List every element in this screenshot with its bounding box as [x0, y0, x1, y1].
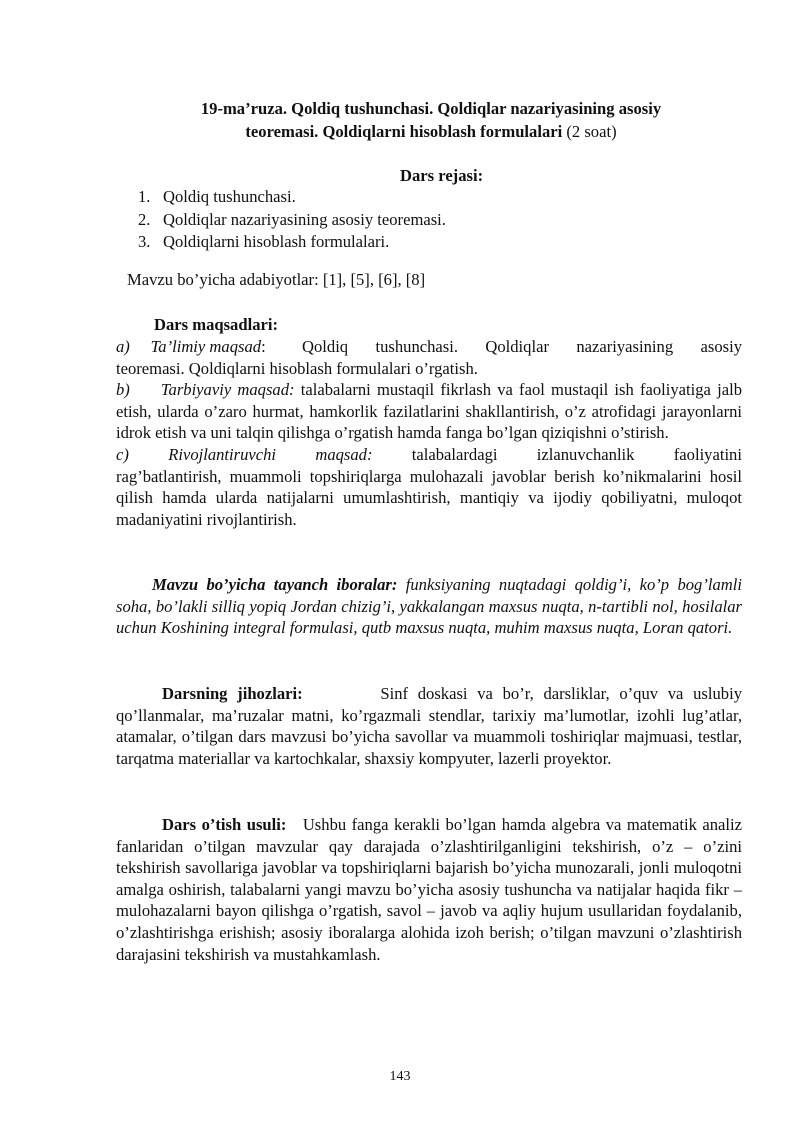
goal-b-name: Tarbiyaviy maqsad: — [160, 380, 295, 400]
keywords-paragraph — [116, 574, 742, 639]
keywords-text: funksiyaning nuqtadagi qoldig’i, ko’p bog’lamli soha, bo’lakli silliq yopiq Jordan chizig’i, yakkalangan maxsus nuqta, n-tartibli nol, hosilalar uchun Koshining integral formulasi, qutb maxsus nuqta, muhim maxsus nuqta, Loran qatori. — [116, 575, 742, 638]
equipment-label: Darsning jihozlari: — [162, 684, 303, 703]
plan-item-text: Qoldiqlar nazariyasining asosiy teoremasi. — [163, 209, 446, 229]
goal-a-text: Qoldiq tushunchasi. Qoldiqlar nazariyasining asosiy — [302, 337, 742, 357]
goals-section — [116, 314, 742, 530]
keywords-label: Mavzu bo’yicha tayanch iboralar: — [152, 575, 398, 594]
goal-a-label: a) — [116, 337, 130, 357]
plan-item-number: 3. — [138, 232, 151, 251]
goal-c-line-1 — [116, 444, 742, 466]
goal-c-word-1: talabalardagi — [411, 445, 498, 465]
title-line-2 — [118, 120, 744, 143]
goal-c-name-1: Rivojlantiruvchi — [168, 445, 277, 465]
method-text: Ushbu fanga kerakli bo’lgan hamda algebra va matematik analiz fanlaridan o’tilgan mavzular qay darajada o’zlashtirilganligini tekshirish, o’z – o’zini tekshirish savollariga javoblar va topshiriqlarni bajarish bo’yicha munozarali, jonli muloqotni amalga oshirish, talabalarni yangi mavzu bo’yicha asosiy tushuncha va natijalar haqida fikr – mulohazalarni bayon qilishga o’rgatish, savol – javob va aqliy hujum usullaridan foydalanib, o’zlashtirishga erishish; asosiy iboralarga alohida izoh berish; o’tilgan mavzuni o’zlashtirish darajasini tekshirish va mustahkamlash. — [116, 815, 742, 964]
title-line-1: 19-ma’ruza. Qoldiq tushunchasi. Qoldiqlar nazariyasining asosiy — [200, 99, 662, 118]
plan-item — [138, 231, 446, 254]
goal-a-name: Ta’limiy maqsad — [150, 337, 262, 357]
goal-a — [116, 336, 742, 379]
goal-c-label: c) — [116, 445, 129, 465]
goal-c — [116, 444, 742, 530]
goal-a-line-1: a) Ta’limiy maqsad: Qoldiq tushunchasi. Qoldiqlar nazariyasining asosiy — [116, 337, 742, 357]
plan-heading: Dars rejasi: — [400, 166, 484, 185]
goal-a-line-2: teoremasi. Qoldiqlarni hisoblash formulalari o’rgatish. — [116, 358, 478, 378]
goal-c-word-3: faoliyatini — [673, 445, 742, 465]
plan-item-number: 2. — [138, 209, 151, 229]
page-number: 143 — [389, 1069, 411, 1084]
goal-b-label: b) — [116, 380, 130, 400]
goal-c-name-2: maqsad: — [315, 445, 373, 465]
goals-heading: Dars maqsadlari: — [154, 315, 278, 334]
plan-item-text: Qoldiq tushunchasi. — [163, 187, 296, 206]
goal-c-word-2: izlanuvchanlik — [536, 445, 635, 465]
title-line-2-bold: teoremasi. Qoldiqlarni hisoblash formulalari — [245, 122, 563, 141]
goal-b — [116, 379, 742, 444]
equipment-text: Sinf doskasi va bo’r, darsliklar, o’quv va uslubiy qo’llanmalar, ma’ruzalar matni, ko’rgazmali stendlar, tarixiy ma’lumotlar, izohli lug’atlar, atamalar, o’tilgan dars mavzusi bo’yicha savollar va muammoli toshiriqlar majmuasi, testlar, tarqatma materiallar va kartochkalar, shaxsiy kompyuter, lazerli proyektor. — [116, 684, 742, 768]
plan-item — [138, 209, 446, 232]
plan-list — [138, 186, 446, 254]
method-paragraph — [116, 814, 742, 965]
goal-b-text: talabalarni mustaqil fikrlash va faol mustaqil ish faoliyatiga jalb etish, ularda o’zaro hurmat, hamkorlik fazilatlarini shakllantirish, o’z atrofidagi jarayonlarni idrok etish va uni talqin qilishga o’rgatish hamda fanga bo’lgan qiziqishni o’stirish. — [116, 380, 742, 443]
plan-item — [138, 186, 446, 209]
plan-item-number: 1. — [138, 187, 151, 206]
literature-line: Mavzu bo’yicha adabiyotlar: [1], [5], [6], [8] — [127, 270, 426, 289]
lecture-title — [118, 97, 744, 143]
method-label: Dars o’tish usuli: — [162, 815, 287, 834]
equipment-paragraph — [116, 683, 742, 769]
plan-item-text: Qoldiqlarni hisoblash formulalari. — [163, 232, 390, 251]
title-hours: (2 soat) — [562, 122, 617, 141]
goal-c-text: rag’batlantirish, muammoli topshiriqlarga mulohazali javoblar berish ko’nikmalarini hosil qilish hamda ularda natijalarni umumlashtirish, mantiqiy va ijodiy qobiliyatni, muloqot madaniyatini rivojlantirish. — [116, 466, 742, 529]
